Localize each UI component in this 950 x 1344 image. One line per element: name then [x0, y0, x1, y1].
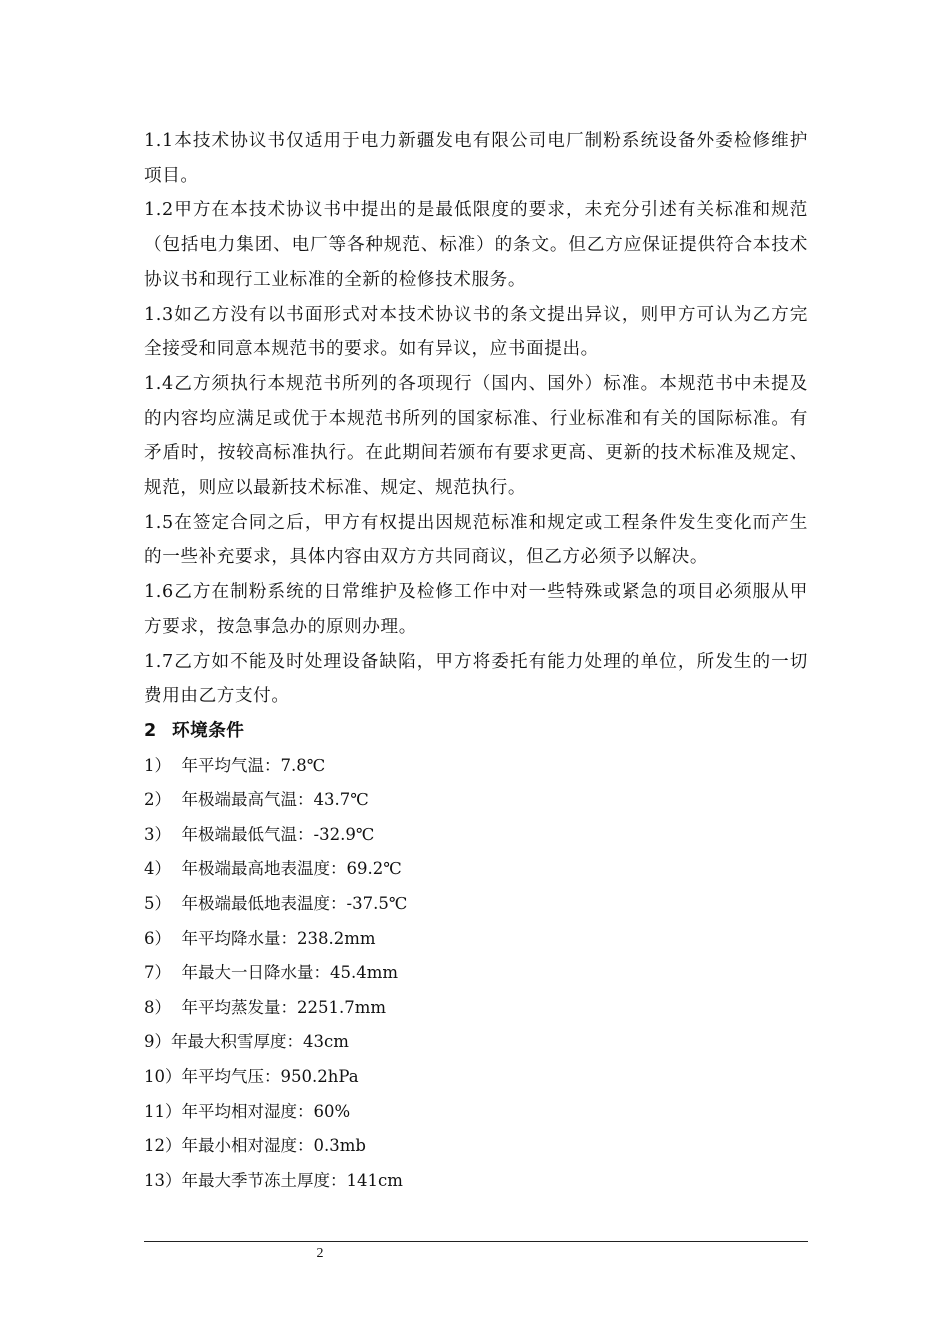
- section-number: 2: [144, 720, 157, 741]
- condition-item: 9）年最大积雪厚度：43cm: [144, 1032, 349, 1052]
- condition-item: 8） 年平均蒸发量：2251.7mm: [144, 997, 387, 1017]
- page-body: [144, 124, 808, 1198]
- environment-conditions-list: [144, 749, 808, 1199]
- clause-1-2: 1.2甲方在本技术协议书中提出的是最低限度的要求，未充分引述有关标准和规范（包括电力集团、电厂等各种规范、标准）的条文。但乙方应保证提供符合本技术协议书和现行工业标准的全新的检修技术服务。: [144, 200, 808, 290]
- condition-item: 5） 年极端最低地表温度：-37.5℃: [144, 894, 408, 914]
- condition-item: 3） 年极端最低气温：-32.9℃: [144, 824, 375, 844]
- clause-1-6: 1.6乙方在制粉系统的日常维护及检修工作中对一些特殊或紧急的项目必须服从甲方要求，按急事急办的原则办理。: [144, 582, 808, 637]
- condition-item: 1） 年平均气温：7.8℃: [144, 755, 326, 775]
- condition-item: 4） 年极端最高地表温度：69.2℃: [144, 859, 402, 879]
- clause-1-5: 1.5在签定合同之后，甲方有权提出因规范标准和规定或工程条件发生变化而产生的一些补充要求，具体内容由双方方共同商议，但乙方必须予以解决。: [144, 512, 808, 568]
- page-number: 2: [316, 1246, 324, 1261]
- condition-item: 7） 年最大一日降水量：45.4mm: [144, 963, 399, 983]
- section-heading: [144, 714, 808, 749]
- condition-item: 13）年最大季节冻土厚度：141cm: [144, 1170, 403, 1190]
- clause-1-7: 1.7乙方如不能及时处理设备缺陷，甲方将委托有能力处理的单位，所发生的一切费用由乙方支付。: [144, 651, 808, 707]
- condition-item: 12）年最小相对湿度：0.3mb: [144, 1136, 366, 1156]
- clause-1-3: 1.3如乙方没有以书面形式对本技术协议书的条文提出异议，则甲方可认为乙方完全接受和同意本规范书的要求。如有异议，应书面提出。: [144, 304, 808, 360]
- clause-1-1: 1.1本技术协议书仅适用于电力新疆发电有限公司电厂制粉系统设备外委检修维护项目。: [144, 131, 808, 186]
- footer-divider: [144, 1241, 808, 1242]
- section-title: 环境条件: [172, 720, 245, 741]
- condition-item: 2） 年极端最高气温：43.7℃: [144, 790, 369, 810]
- condition-item: 6） 年平均降水量：238.2mm: [144, 928, 376, 948]
- condition-item: 11）年平均相对湿度：60%: [144, 1101, 351, 1121]
- clause-1-4: 1.4乙方须执行本规范书所列的各项现行（国内、国外）标准。本规范书中未提及的内容均应满足或优于本规范书所列的国家标准、行业标准和有关的国际标准。有矛盾时，按较高标准执行。在此期间若颁布有要求更高、更新的技术标准及规定、规范，则应以最新技术标准、规定、规范执行。: [144, 373, 808, 499]
- condition-item: 10）年平均气压：950.2hPa: [144, 1067, 359, 1086]
